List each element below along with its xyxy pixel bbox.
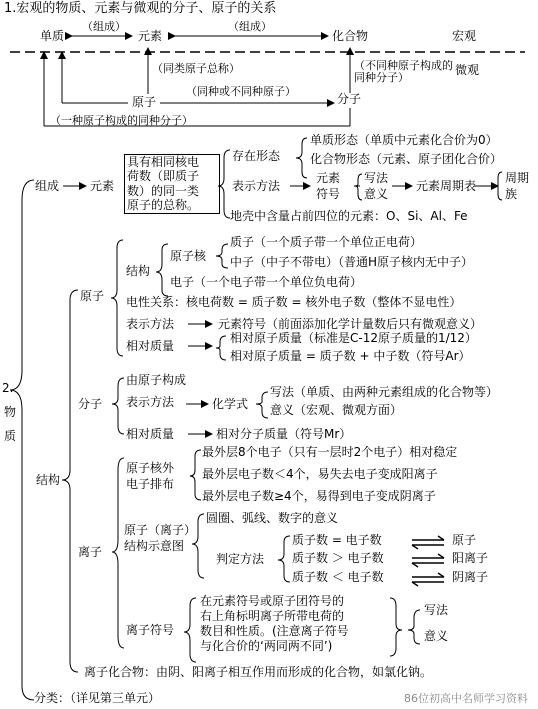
label-panding: 判定方法: [216, 552, 265, 566]
label-yuanzi-top: 原子: [132, 95, 157, 109]
fenzi-xiefa: 写法（单质、由两种元素组成的化合物等）: [270, 385, 499, 399]
page-title: 1.宏观的物质、元素与微观的分子、原子的关系: [4, 1, 277, 16]
yuanquan: 圆圈、弧线、数字的意义: [206, 511, 339, 525]
label-weiguan: 微观: [455, 63, 480, 77]
xiangdui-yuanzi-2: 相对原子质量 = 质子数 + 中子数（符号Ar）: [230, 349, 471, 363]
zhouqi: 周期: [505, 171, 530, 185]
panding-2: 质子数 ＞ 电子数: [292, 551, 384, 565]
xiefa-1: 写法: [364, 171, 389, 185]
label-danzhi: 单质: [40, 29, 65, 43]
result-yuanzi: 原子: [452, 533, 477, 547]
yuansu-fuhao-1: 元素: [316, 171, 341, 185]
label-biaoshi-fenzi: 表示方法: [126, 395, 175, 409]
lizi-fuhao-desc: 在元素符号或原子团符号的 右上角标明离子所带电荷的 数目和性质。(注意离子符号 与化合价的‘两同两不同’): [200, 594, 349, 653]
paibu-p2: 最外层电子数＜4个，易失去电子变成阳离子: [202, 467, 438, 481]
yuansu-fuhao-2: 符号: [316, 187, 341, 201]
dike-yuansu: 地壳中含量占前四位的元素：O、Si、Al、Fe: [230, 209, 468, 223]
wuzhi-num: 2.: [2, 381, 14, 395]
paibu-p3: 最外层电子数≥4个，易得到电子变成阴离子: [202, 489, 436, 503]
panding-3: 质子数 ＜ 电子数: [292, 570, 384, 584]
label-xiangdui-yuanzi: 相对质量: [126, 339, 175, 353]
watermark: 86位初高中名师学习资料: [404, 692, 528, 705]
label-huahewu: 化合物: [332, 29, 369, 43]
label-fenzi: 分子: [78, 397, 103, 411]
lizi-huahewu: 离子化合物：由阴、阳离子相互作用而形成的化合物，如氯化钠。: [84, 665, 433, 679]
label-cunzai: 存在形态: [232, 149, 281, 163]
label-tonglei: （同类原子总称）: [152, 62, 240, 75]
wuzhi-char-2: 质: [4, 429, 17, 443]
yuansu-definition: 具有相同核电 荷数（即质子 数）的同一类 原子的总称。: [124, 154, 220, 214]
label-zucheng-2: （组成）: [228, 20, 272, 33]
fenlei: 分类：（详见第三单元）: [34, 691, 161, 705]
paibu-1: 原子核外: [126, 461, 175, 475]
label-biaoshi-yuansu: 表示方法: [232, 179, 281, 193]
dianxing-guanxi: 电性关系：核电荷数 = 质子数 = 核外电子数（整体不显电性）: [126, 295, 462, 309]
xiangdui-fenzi: 相对分子质量（符号Mr）: [216, 427, 352, 441]
zhongzi: 中子（中子不带电）（普通H原子核内无中子）: [230, 255, 474, 269]
yiyi-1: 意义: [364, 187, 389, 201]
label-zucheng: 组成: [35, 179, 60, 193]
label-yuanzihe: 原子核: [170, 249, 207, 263]
fenzi-yiyi: 意义（宏观、微观方面）: [270, 403, 403, 417]
label-jiegou-main: 结构: [36, 473, 61, 487]
label-zucheng-1: （组成）: [82, 20, 126, 33]
label-yizhong: （一种原子构成的同种分子）: [50, 114, 193, 127]
wuzhi-char-1: 物: [4, 405, 17, 419]
yuanzi-biaoshi-content: 元素符号（前面添加化学计量数后只有微观意义）: [218, 317, 483, 331]
huaxueshi: 化学式: [212, 397, 249, 411]
zhouqibiao: 元素周期表: [416, 179, 477, 193]
fenzi-gou: 由原子构成: [126, 373, 187, 387]
label-tonghuo: （同种或不同种原子）: [186, 85, 296, 98]
result-yanglizi: 阳离子: [452, 551, 489, 565]
zu: 族: [505, 187, 518, 201]
label-biaoshi-yuanzi: 表示方法: [126, 317, 175, 331]
shiyitu-1: 原子（离子）: [124, 523, 197, 537]
lizi-yiyi: 意义: [424, 629, 449, 643]
label-butong: （不同种原子构成的同种分子）: [354, 59, 453, 85]
label-xiangdui-fenzi: 相对质量: [126, 427, 175, 441]
shiyitu-2: 结构示意图: [124, 539, 185, 553]
label-lizi: 离子: [78, 545, 103, 559]
label-yuanzi-jiegou: 结构: [126, 264, 151, 278]
danzhi-xingtai: 单质形态（单质中元素化合价为0）: [310, 133, 498, 147]
huahewu-xingtai: 化合物形态（元素、原子团化合价）: [310, 152, 503, 166]
dianzi: 电子（一个电子带一个单位负电荷）: [170, 275, 363, 289]
panding-1: 质子数 = 电子数: [292, 533, 382, 547]
label-yuanzi: 原子: [80, 289, 105, 303]
label-yuansu: 元素: [90, 179, 115, 193]
xiangdui-yuanzi-1: 相对原子质量（标准是C-12原子质量的1/12）: [230, 331, 477, 345]
zhizi: 质子（一个质子带一个单位正电荷）: [230, 235, 423, 249]
paibu-2: 电子排布: [126, 477, 175, 491]
label-lizi-fuhao: 离子符号: [126, 623, 175, 637]
label-hongguan: 宏观: [452, 29, 477, 43]
label-fenzi-top: 分子: [337, 92, 362, 106]
label-yuansu-top: 元素: [138, 29, 163, 43]
result-yinlizi: 阴离子: [452, 570, 489, 584]
paibu-p1: 最外层8个电子（只有一层时2个电子）相对稳定: [202, 445, 458, 459]
lizi-xiefa: 写法: [424, 603, 449, 617]
